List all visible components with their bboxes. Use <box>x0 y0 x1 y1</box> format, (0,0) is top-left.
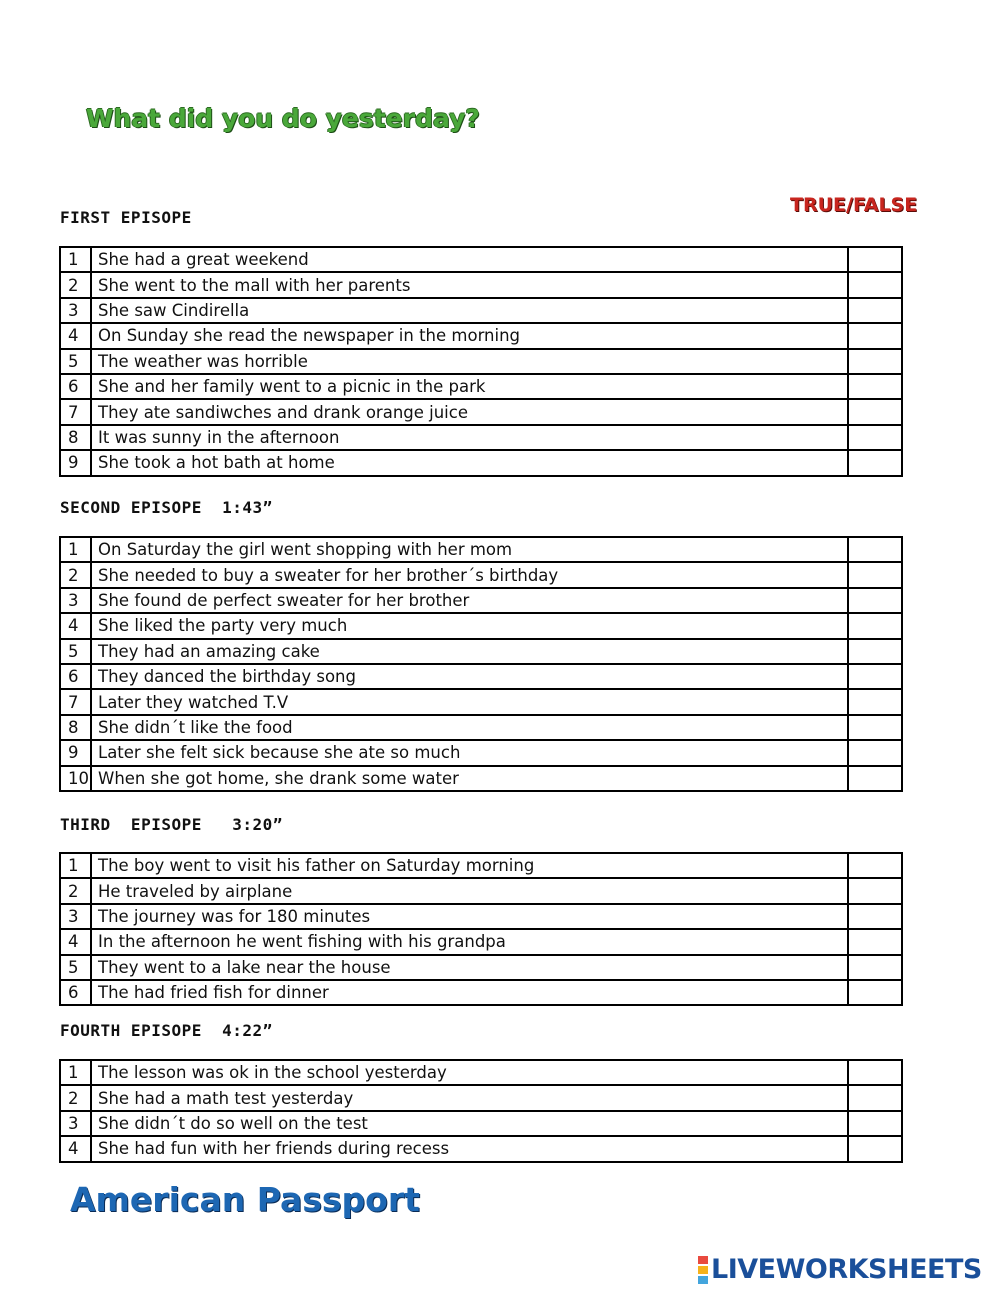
true-false-answer-box[interactable] <box>848 715 902 740</box>
statement-row <box>60 904 902 929</box>
statement-row <box>60 562 902 587</box>
episode-4-label: FOURTH EPISOPE 4:22” <box>60 1021 273 1040</box>
statement-row <box>60 323 902 348</box>
episode-1-label: FIRST EPISOPE <box>60 208 192 227</box>
statement-row <box>60 715 902 740</box>
true-false-answer-box[interactable] <box>848 562 902 587</box>
statement-number: 1 <box>60 1060 91 1085</box>
statement-row <box>60 425 902 450</box>
episode-1-table <box>59 246 903 477</box>
statement-text: On Saturday the girl went shopping with her mom <box>91 537 848 562</box>
statement-number: 3 <box>60 904 91 929</box>
statement-row <box>60 878 902 903</box>
true-false-answer-box[interactable] <box>848 613 902 638</box>
true-false-answer-box[interactable] <box>848 766 902 791</box>
liveworksheets-logo-icon <box>698 1255 708 1285</box>
statement-row <box>60 1060 902 1085</box>
true-false-answer-box[interactable] <box>848 929 902 954</box>
statement-number: 5 <box>60 349 91 374</box>
true-false-answer-box[interactable] <box>848 639 902 664</box>
statement-number: 10 <box>60 766 91 791</box>
statement-row <box>60 349 902 374</box>
statement-row <box>60 1085 902 1110</box>
statement-number: 6 <box>60 980 91 1005</box>
statement-number: 4 <box>60 929 91 954</box>
true-false-answer-box[interactable] <box>848 323 902 348</box>
statement-text: The lesson was ok in the school yesterday <box>91 1060 848 1085</box>
true-false-answer-box[interactable] <box>848 878 902 903</box>
true-false-answer-box[interactable] <box>848 1111 902 1136</box>
statement-text: She didn´t like the food <box>91 715 848 740</box>
statement-number: 3 <box>60 298 91 323</box>
episode-3-table <box>59 852 903 1006</box>
statement-number: 2 <box>60 1085 91 1110</box>
true-false-answer-box[interactable] <box>848 689 902 714</box>
statement-row <box>60 1136 902 1161</box>
true-false-answer-box[interactable] <box>848 247 902 272</box>
statement-number: 9 <box>60 450 91 475</box>
true-false-answer-box[interactable] <box>848 980 902 1005</box>
true-false-answer-box[interactable] <box>848 1060 902 1085</box>
statement-row <box>60 374 902 399</box>
statement-text: On Sunday she read the newspaper in the morning <box>91 323 848 348</box>
statement-text: He traveled by airplane <box>91 878 848 903</box>
true-false-answer-box[interactable] <box>848 425 902 450</box>
statement-number: 6 <box>60 664 91 689</box>
true-false-answer-box[interactable] <box>848 664 902 689</box>
statement-number: 1 <box>60 537 91 562</box>
statement-text: She liked the party very much <box>91 613 848 638</box>
statement-text: She went to the mall with her parents <box>91 272 848 297</box>
statement-text: In the afternoon he went fishing with his grandpa <box>91 929 848 954</box>
statement-row <box>60 639 902 664</box>
true-false-answer-box[interactable] <box>848 1085 902 1110</box>
true-false-answer-box[interactable] <box>848 853 902 878</box>
true-false-header: TRUE/FALSE <box>790 194 918 216</box>
statement-text: They danced the birthday song <box>91 664 848 689</box>
statement-row <box>60 272 902 297</box>
statement-text: They went to a lake near the house <box>91 955 848 980</box>
statement-row <box>60 399 902 424</box>
statement-number: 5 <box>60 955 91 980</box>
episode-3-label: THIRD EPISOPE 3:20” <box>60 815 283 834</box>
statement-number: 8 <box>60 425 91 450</box>
true-false-answer-box[interactable] <box>848 904 902 929</box>
statement-number: 4 <box>60 323 91 348</box>
statement-row <box>60 450 902 475</box>
statement-row <box>60 929 902 954</box>
statement-row <box>60 955 902 980</box>
episode-2-table <box>59 536 903 792</box>
true-false-answer-box[interactable] <box>848 740 902 765</box>
true-false-answer-box[interactable] <box>848 272 902 297</box>
true-false-answer-box[interactable] <box>848 1136 902 1161</box>
statement-row <box>60 298 902 323</box>
statement-number: 3 <box>60 588 91 613</box>
statement-number: 2 <box>60 878 91 903</box>
true-false-answer-box[interactable] <box>848 588 902 613</box>
statement-row <box>60 766 902 791</box>
episode-2-label: SECOND EPISOPE 1:43” <box>60 498 273 517</box>
statement-row <box>60 664 902 689</box>
true-false-answer-box[interactable] <box>848 298 902 323</box>
statement-number: 4 <box>60 1136 91 1161</box>
statement-number: 9 <box>60 740 91 765</box>
statement-number: 6 <box>60 374 91 399</box>
statement-text: The had fried fish for dinner <box>91 980 848 1005</box>
true-false-answer-box[interactable] <box>848 955 902 980</box>
statement-number: 5 <box>60 639 91 664</box>
statement-text: They had an amazing cake <box>91 639 848 664</box>
statement-text: She and her family went to a picnic in the park <box>91 374 848 399</box>
statement-text: They ate sandiwches and drank orange juice <box>91 399 848 424</box>
statement-text: The boy went to visit his father on Saturday morning <box>91 853 848 878</box>
statement-number: 8 <box>60 715 91 740</box>
statement-number: 7 <box>60 399 91 424</box>
statement-text: Later she felt sick because she ate so much <box>91 740 848 765</box>
statement-number: 1 <box>60 247 91 272</box>
liveworksheets-text: LIVEWORKSHEETS <box>711 1254 982 1285</box>
statement-text: She didn´t do so well on the test <box>91 1111 848 1136</box>
statement-number: 2 <box>60 562 91 587</box>
statement-text: She had fun with her friends during recess <box>91 1136 848 1161</box>
statement-row <box>60 247 902 272</box>
statement-row <box>60 853 902 878</box>
episode-4-table <box>59 1059 903 1163</box>
statement-text: She took a hot bath at home <box>91 450 848 475</box>
statement-row <box>60 980 902 1005</box>
statement-text: She had a math test yesterday <box>91 1085 848 1110</box>
statement-number: 1 <box>60 853 91 878</box>
true-false-answer-box[interactable] <box>848 537 902 562</box>
true-false-answer-box[interactable] <box>848 349 902 374</box>
statement-number: 4 <box>60 613 91 638</box>
statement-number: 2 <box>60 272 91 297</box>
statement-row <box>60 588 902 613</box>
statement-text: She found de perfect sweater for her brother <box>91 588 848 613</box>
statement-row <box>60 689 902 714</box>
statement-text: When she got home, she drank some water <box>91 766 848 791</box>
statement-text: The weather was horrible <box>91 349 848 374</box>
statement-text: It was sunny in the afternoon <box>91 425 848 450</box>
statement-row <box>60 1111 902 1136</box>
statement-number: 3 <box>60 1111 91 1136</box>
statement-row <box>60 613 902 638</box>
true-false-answer-box[interactable] <box>848 450 902 475</box>
statement-text: She saw Cindirella <box>91 298 848 323</box>
american-passport-logo: American Passport <box>70 1180 420 1219</box>
true-false-answer-box[interactable] <box>848 399 902 424</box>
statement-text: The journey was for 180 minutes <box>91 904 848 929</box>
statement-text: She needed to buy a sweater for her brother´s birthday <box>91 562 848 587</box>
statement-text: She had a great weekend <box>91 247 848 272</box>
true-false-answer-box[interactable] <box>848 374 902 399</box>
statement-number: 7 <box>60 689 91 714</box>
worksheet-title: What did you do yesterday? <box>86 104 480 133</box>
liveworksheets-watermark <box>698 1254 982 1285</box>
statement-row <box>60 537 902 562</box>
statement-row <box>60 740 902 765</box>
statement-text: Later they watched T.V <box>91 689 848 714</box>
